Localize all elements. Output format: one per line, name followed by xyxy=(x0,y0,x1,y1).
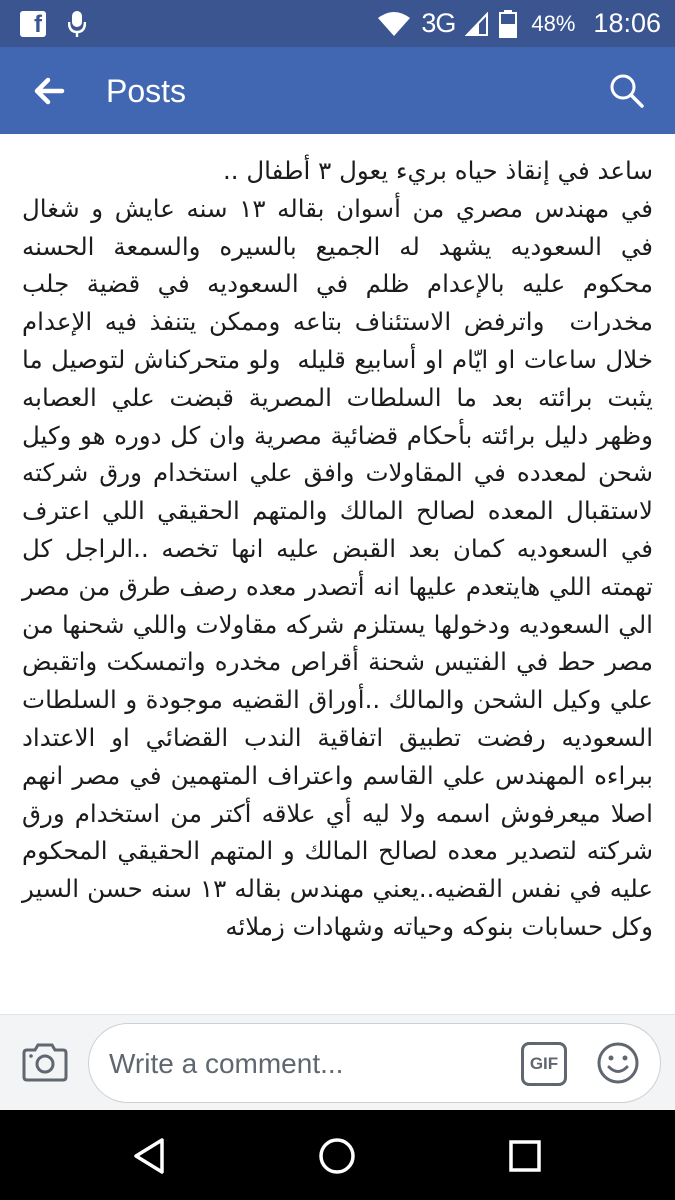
clock: 18:06 xyxy=(593,8,661,38)
battery-percent: 48% xyxy=(531,10,576,36)
emoji-button[interactable] xyxy=(595,1040,641,1086)
camera-button[interactable] xyxy=(22,1041,68,1083)
smiley-icon xyxy=(595,1040,641,1086)
post-content-area xyxy=(0,134,675,1014)
back-arrow-icon xyxy=(28,69,76,113)
search-icon xyxy=(607,71,647,111)
page-title: Posts xyxy=(106,73,187,109)
circle-home-icon xyxy=(315,1134,359,1178)
wifi-icon xyxy=(377,11,411,37)
post-text: ساعد في إنقاذ حياه بريء يعول ٣ أطفال .. في مهندس مصري من أسوان بقاله ١٣ سنه عايش و شغال في السعوديه يشهد له الجميع بالسيره والسمعة الحسنه محكوم عليه بالإعدام ظلم في السعوديه في قضية جلب مخدرات واترفض الاستئناف بتاعه وممكن يتنفذ فيه الإعدام خلال ساعات او ايّام او أسابيع قليله ولو متحركناش لتوصيل ما يثبت برائته بعد ما السلطات المصرية قبضت علي العصابه وظهر دليل برائته بأحكام قضائية مصرية وان كل دوره هو وكيل شحن لمعدده في المقاولات وافق علي استخدام ورق شركته لاستقبال المعده لصالح المالك والمتهم الحقيقي اللي اعترف في السعوديه كمان بعد القبض عليه انها تخصه ..الراجل كل تهمته اللي هايتعدم عليها انه أتصدر معده رصف طرق من مصر الي السعوديه ودخولها يستلزم شركه مقاولات واللي شحنها من مصر حط في الفتيس شحنة أقراص مخدره واتمسكت واتقبض علي وكيل الشحن والمالك ..أوراق القضيه موجودة و السلطات السعوديه رفضت تطبيق اتفاقية الندب القضائي او الاعتداد ببراءه المهندس علي القاسم واعتراف المتهمين في مصر انهم اصلا ميعرفوش اسمه ولا ليه أي علاقه أكتر من استخدام ورق شركته لتصدير معده لصالح المالك و المتهم الحقيقي المحكوم عليه في نفس القضيه..يعني مهندس بقاله ١٣ سنه حسن السير وكل حسابات بنوكه وحياته وشهادات زملائه xyxy=(22,156,653,941)
camera-icon xyxy=(22,1041,68,1083)
app-bar xyxy=(0,47,675,134)
square-recents-icon xyxy=(503,1134,547,1178)
nav-back-button[interactable] xyxy=(128,1134,172,1178)
nav-recents-button[interactable] xyxy=(503,1134,547,1178)
comment-bar xyxy=(0,1014,675,1110)
comment-input[interactable] xyxy=(88,1023,661,1103)
network-type: 3G xyxy=(421,8,456,38)
gif-button[interactable]: GIF xyxy=(521,1042,567,1086)
status-bar xyxy=(0,0,675,47)
navigation-bar xyxy=(0,1110,675,1200)
back-button[interactable] xyxy=(28,69,76,113)
nav-home-button[interactable] xyxy=(315,1134,359,1178)
search-button[interactable] xyxy=(607,71,647,111)
facebook-notification-icon: f xyxy=(20,11,46,37)
battery-icon xyxy=(499,10,517,38)
microphone-icon xyxy=(68,10,86,38)
triangle-back-icon xyxy=(128,1134,172,1178)
comment-placeholder: Write a comment... xyxy=(109,1048,344,1079)
signal-icon xyxy=(465,12,489,36)
